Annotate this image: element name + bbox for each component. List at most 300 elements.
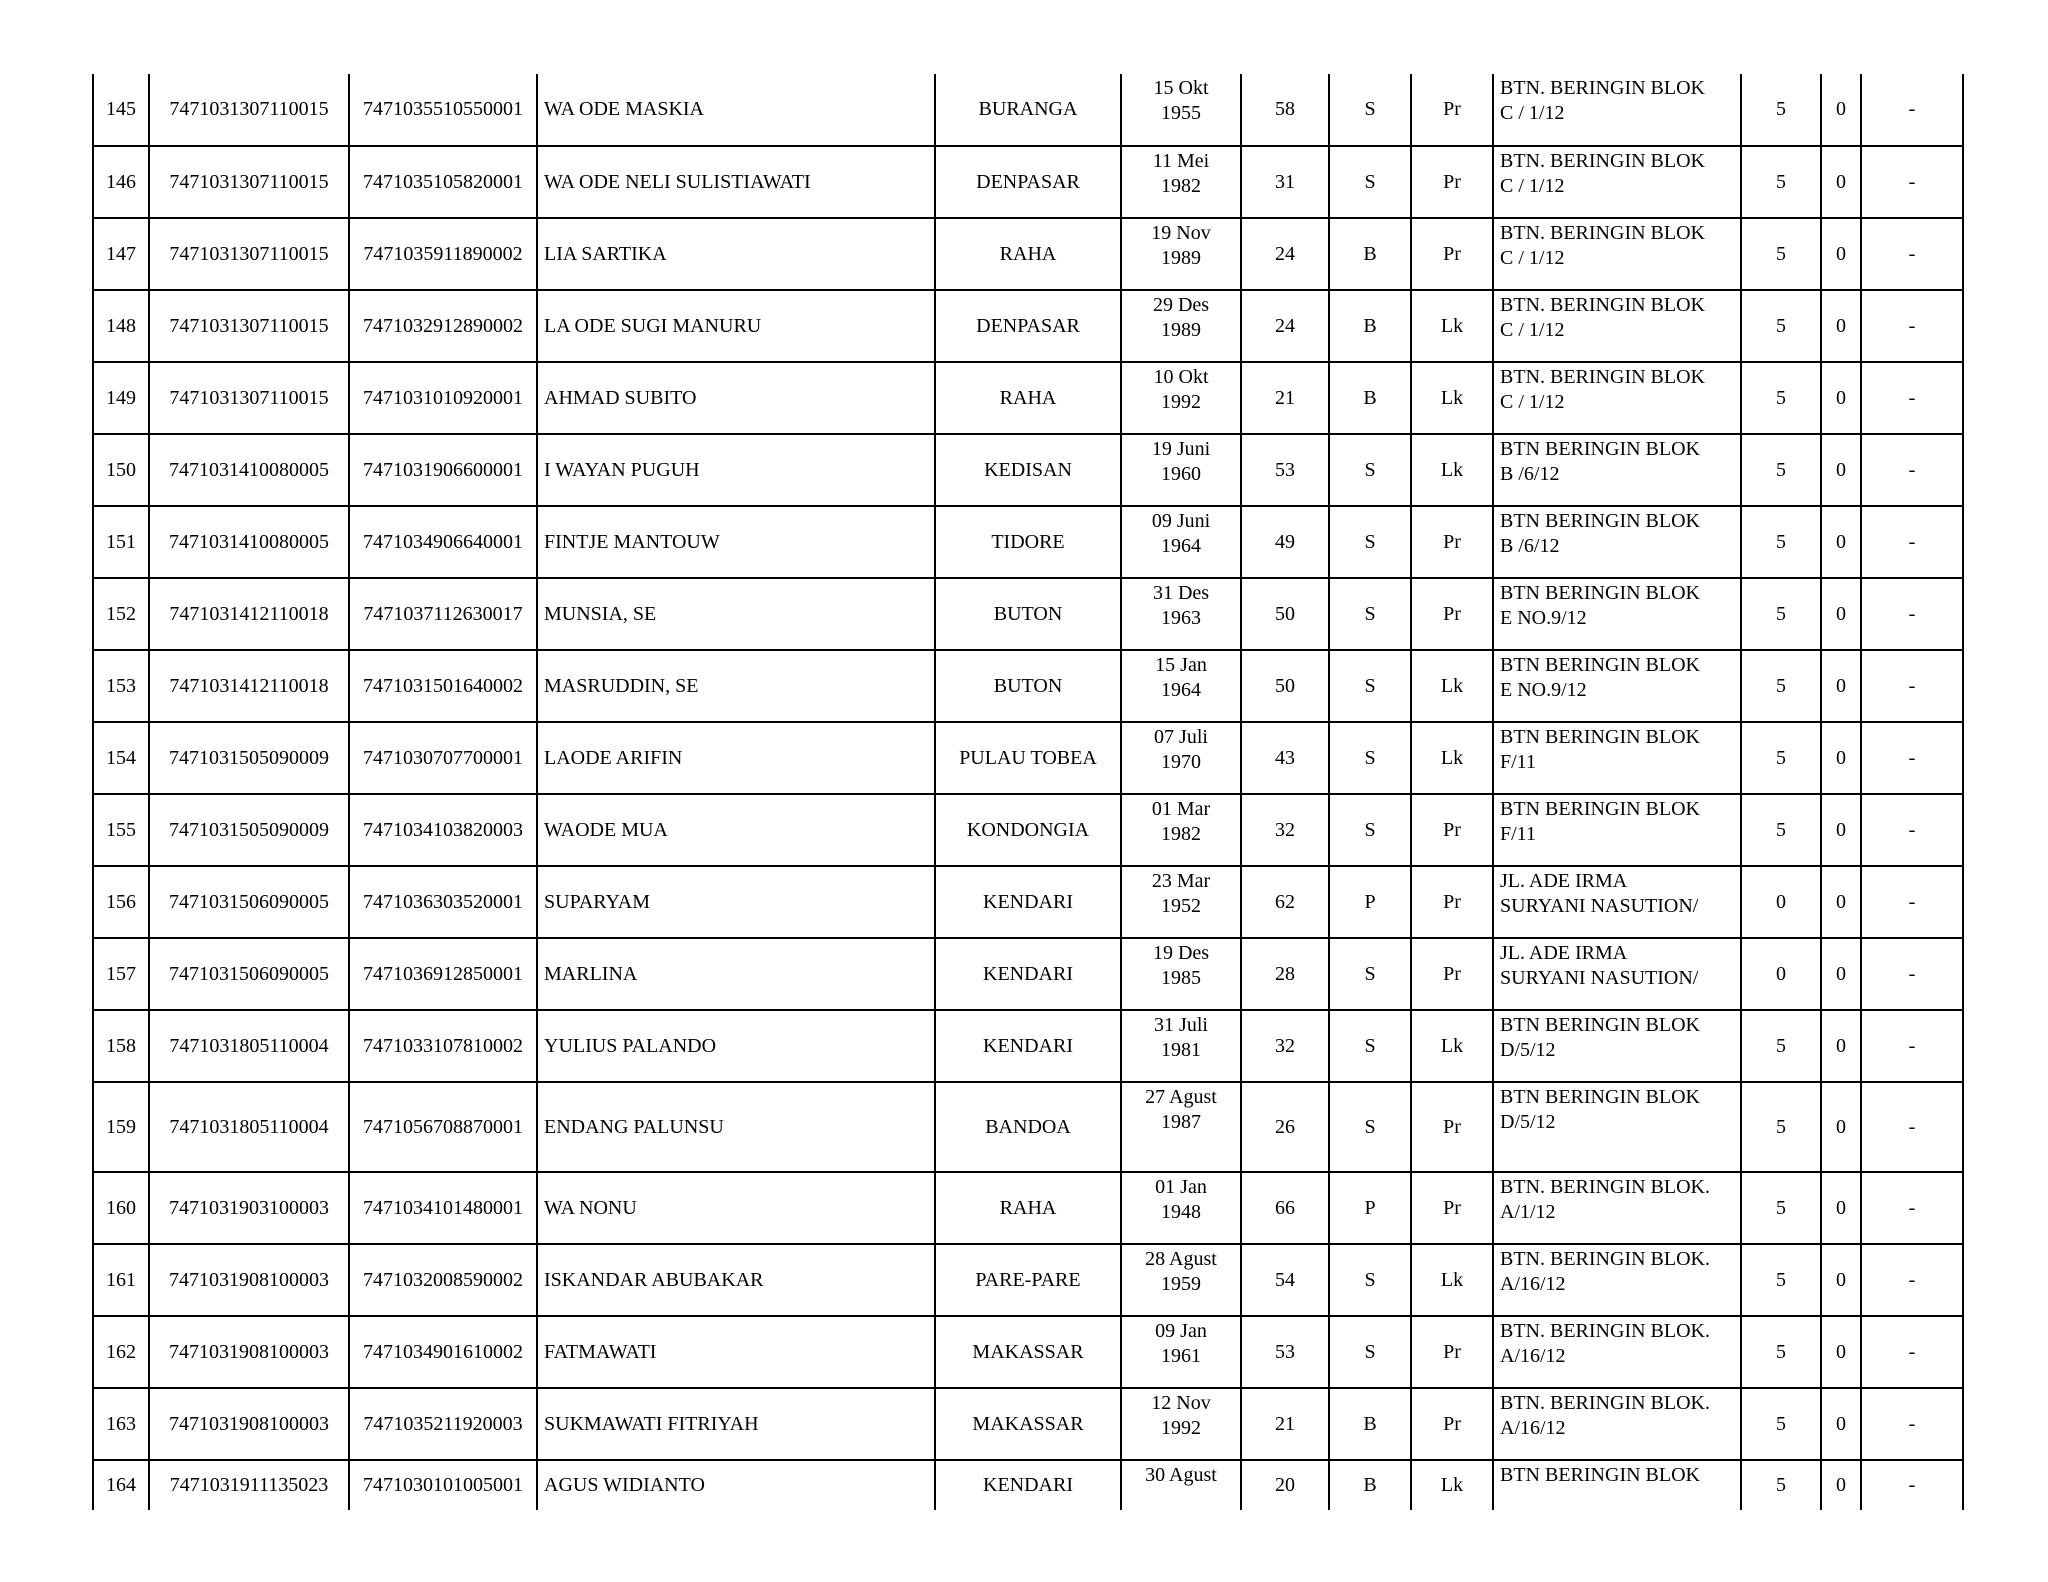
address-line-1: BTN BERINGIN BLOK: [1500, 654, 1700, 676]
sex-cell: Lk: [1411, 434, 1493, 506]
address-line-2: C / 1/12: [1500, 175, 1565, 197]
count-b-cell: 0: [1821, 218, 1861, 290]
note-cell: -: [1861, 506, 1963, 578]
count-a-cell: 5: [1741, 650, 1821, 722]
birth-date-cell: [1121, 1388, 1241, 1460]
birth-date-year: 1961: [1161, 1345, 1201, 1367]
birthplace-cell: BUTON: [935, 578, 1121, 650]
marital-status-cell: B: [1329, 1460, 1411, 1510]
national-id-number-cell: 7471037112630017: [349, 578, 537, 650]
marital-status-cell: B: [1329, 290, 1411, 362]
address-line-1: BTN BERINGIN BLOK: [1500, 1086, 1700, 1108]
sex-cell: Lk: [1411, 1244, 1493, 1316]
address-cell: [1493, 938, 1741, 1010]
address-cell: [1493, 1082, 1741, 1172]
birth-date-day-month: 23 Mar: [1151, 870, 1211, 892]
birth-date-year: 1992: [1161, 1417, 1201, 1439]
address-cell: [1493, 1460, 1741, 1510]
row-number-cell: 150: [93, 434, 149, 506]
table-row: [93, 146, 1963, 218]
age-cell: 49: [1241, 506, 1329, 578]
birth-date-day-month: 10 Okt: [1153, 366, 1209, 388]
national-id-number-cell: 7471036303520001: [349, 866, 537, 938]
address-cell: [1493, 146, 1741, 218]
national-id-number-cell: 7471031010920001: [349, 362, 537, 434]
address-line-1: BTN BERINGIN BLOK: [1500, 582, 1700, 604]
birth-date-day-month: 31 Des: [1152, 582, 1210, 604]
row-number-cell: 159: [93, 1082, 149, 1172]
address-line-1: BTN. BERINGIN BLOK.: [1500, 1320, 1710, 1342]
birth-date-day-month: 12 Nov: [1151, 1392, 1211, 1414]
birth-date-day-month: 15 Jan: [1155, 654, 1207, 676]
row-number-cell: 152: [93, 578, 149, 650]
resident-name-cell: ISKANDAR ABUBAKAR: [537, 1244, 935, 1316]
address-line-2: D/5/12: [1500, 1111, 1556, 1133]
sex-cell: Lk: [1411, 722, 1493, 794]
count-a-cell: 5: [1741, 506, 1821, 578]
table-row: [93, 722, 1963, 794]
birth-date-cell: [1121, 650, 1241, 722]
count-b-cell: 0: [1821, 1010, 1861, 1082]
row-number-cell: 149: [93, 362, 149, 434]
count-b-cell: 0: [1821, 506, 1861, 578]
age-cell: 58: [1241, 74, 1329, 146]
age-cell: 53: [1241, 434, 1329, 506]
age-cell: 66: [1241, 1172, 1329, 1244]
table-row: [93, 290, 1963, 362]
address-line-2: C / 1/12: [1500, 247, 1565, 269]
count-a-cell: 5: [1741, 1172, 1821, 1244]
birth-date-cell: [1121, 434, 1241, 506]
birth-date-day-month: 09 Juni: [1151, 510, 1211, 532]
age-cell: 31: [1241, 146, 1329, 218]
row-number-cell: 148: [93, 290, 149, 362]
address-line-2: F/11: [1500, 751, 1536, 773]
resident-name-cell: LIA SARTIKA: [537, 218, 935, 290]
table-row: [93, 578, 1963, 650]
count-a-cell: 5: [1741, 794, 1821, 866]
national-id-number-cell: 7471030707700001: [349, 722, 537, 794]
resident-name-cell: LAODE ARIFIN: [537, 722, 935, 794]
count-a-cell: 5: [1741, 74, 1821, 146]
table-row: [93, 1172, 1963, 1244]
sex-cell: Pr: [1411, 866, 1493, 938]
count-a-cell: 5: [1741, 1010, 1821, 1082]
table-body: [93, 74, 1963, 1510]
marital-status-cell: S: [1329, 146, 1411, 218]
age-cell: 20: [1241, 1460, 1329, 1510]
age-cell: 32: [1241, 1010, 1329, 1082]
marital-status-cell: S: [1329, 1316, 1411, 1388]
birthplace-cell: KEDISAN: [935, 434, 1121, 506]
birthplace-cell: MAKASSAR: [935, 1388, 1121, 1460]
table-row: [93, 1244, 1963, 1316]
count-a-cell: 5: [1741, 146, 1821, 218]
table-row: [93, 506, 1963, 578]
marital-status-cell: P: [1329, 866, 1411, 938]
address-cell: [1493, 1172, 1741, 1244]
address-line-1: BTN. BERINGIN BLOK: [1500, 366, 1705, 388]
count-b-cell: 0: [1821, 1082, 1861, 1172]
address-cell: [1493, 650, 1741, 722]
address-cell: [1493, 578, 1741, 650]
count-a-cell: 5: [1741, 1082, 1821, 1172]
birthplace-cell: KENDARI: [935, 1460, 1121, 1510]
family-card-number-cell: 7471031412110018: [149, 578, 349, 650]
family-card-number-cell: 7471031410080005: [149, 434, 349, 506]
national-id-number-cell: 7471034901610002: [349, 1316, 537, 1388]
address-line-1: BTN. BERINGIN BLOK: [1500, 222, 1705, 244]
marital-status-cell: S: [1329, 1010, 1411, 1082]
resident-name-cell: MASRUDDIN, SE: [537, 650, 935, 722]
birth-date-day-month: 15 Okt: [1153, 77, 1209, 99]
family-card-number-cell: 7471031412110018: [149, 650, 349, 722]
age-cell: 54: [1241, 1244, 1329, 1316]
row-number-cell: 158: [93, 1010, 149, 1082]
sex-cell: Pr: [1411, 146, 1493, 218]
marital-status-cell: S: [1329, 506, 1411, 578]
note-cell: -: [1861, 650, 1963, 722]
birth-date-cell: [1121, 146, 1241, 218]
family-card-number-cell: 7471031505090009: [149, 722, 349, 794]
age-cell: 62: [1241, 866, 1329, 938]
address-cell: [1493, 722, 1741, 794]
count-a-cell: 5: [1741, 722, 1821, 794]
national-id-number-cell: 7471032912890002: [349, 290, 537, 362]
count-a-cell: 5: [1741, 362, 1821, 434]
note-cell: -: [1861, 1082, 1963, 1172]
national-id-number-cell: 7471032008590002: [349, 1244, 537, 1316]
birth-date-day-month: 29 Des: [1152, 294, 1210, 316]
count-b-cell: 0: [1821, 866, 1861, 938]
count-b-cell: 0: [1821, 1460, 1861, 1510]
birth-date-day-month: 01 Jan: [1155, 1176, 1207, 1198]
birth-date-day-month: 07 Juli: [1154, 726, 1208, 748]
count-a-cell: 5: [1741, 434, 1821, 506]
sex-cell: Lk: [1411, 650, 1493, 722]
resident-name-cell: I WAYAN PUGUH: [537, 434, 935, 506]
address-line-1: JL. ADE IRMA: [1500, 870, 1628, 892]
national-id-number-cell: 7471031501640002: [349, 650, 537, 722]
sex-cell: Pr: [1411, 1316, 1493, 1388]
address-line-2: A/16/12: [1500, 1273, 1566, 1295]
birthplace-cell: KENDARI: [935, 938, 1121, 1010]
count-b-cell: 0: [1821, 650, 1861, 722]
table-row: [93, 1010, 1963, 1082]
birth-date-cell: [1121, 74, 1241, 146]
age-cell: 24: [1241, 218, 1329, 290]
count-b-cell: 0: [1821, 794, 1861, 866]
family-card-number-cell: 7471031307110015: [149, 74, 349, 146]
count-a-cell: 5: [1741, 578, 1821, 650]
note-cell: -: [1861, 1460, 1963, 1510]
national-id-number-cell: 7471033107810002: [349, 1010, 537, 1082]
birth-date-year: 1981: [1161, 1039, 1201, 1061]
birth-date-day-month: 30 Agust: [1145, 1464, 1217, 1486]
address-line-2: A/1/12: [1500, 1201, 1556, 1223]
national-id-number-cell: 7471034101480001: [349, 1172, 537, 1244]
address-line-2: C / 1/12: [1500, 102, 1565, 124]
birth-date-cell: [1121, 866, 1241, 938]
note-cell: -: [1861, 866, 1963, 938]
family-card-number-cell: 7471031908100003: [149, 1244, 349, 1316]
address-line-1: BTN BERINGIN BLOK: [1500, 1464, 1700, 1486]
family-card-number-cell: 7471031908100003: [149, 1316, 349, 1388]
national-id-number-cell: 7471036912850001: [349, 938, 537, 1010]
address-line-1: BTN. BERINGIN BLOK.: [1500, 1176, 1710, 1198]
count-a-cell: 5: [1741, 1244, 1821, 1316]
table-row: [93, 938, 1963, 1010]
age-cell: 21: [1241, 1388, 1329, 1460]
sex-cell: Lk: [1411, 362, 1493, 434]
resident-name-cell: AGUS WIDIANTO: [537, 1460, 935, 1510]
address-line-1: JL. ADE IRMA: [1500, 942, 1628, 964]
birth-date-year: 1970: [1161, 751, 1201, 773]
marital-status-cell: S: [1329, 794, 1411, 866]
count-a-cell: 0: [1741, 938, 1821, 1010]
sex-cell: Lk: [1411, 290, 1493, 362]
birth-date-cell: [1121, 794, 1241, 866]
address-cell: [1493, 434, 1741, 506]
birth-date-day-month: 28 Agust: [1145, 1248, 1217, 1270]
birthplace-cell: MAKASSAR: [935, 1316, 1121, 1388]
note-cell: -: [1861, 1316, 1963, 1388]
sex-cell: Pr: [1411, 1388, 1493, 1460]
voter-list-table: [92, 74, 1964, 1510]
marital-status-cell: S: [1329, 1082, 1411, 1172]
birth-date-cell: [1121, 1172, 1241, 1244]
birth-date-day-month: 01 Mar: [1151, 798, 1211, 820]
table-row: [93, 1316, 1963, 1388]
count-b-cell: 0: [1821, 290, 1861, 362]
national-id-number-cell: 7471035911890002: [349, 218, 537, 290]
resident-name-cell: FINTJE MANTOUW: [537, 506, 935, 578]
note-cell: -: [1861, 1172, 1963, 1244]
birth-date-cell: [1121, 506, 1241, 578]
birth-date-cell: [1121, 722, 1241, 794]
row-number-cell: 164: [93, 1460, 149, 1510]
row-number-cell: 154: [93, 722, 149, 794]
birthplace-cell: RAHA: [935, 218, 1121, 290]
note-cell: -: [1861, 146, 1963, 218]
address-line-2: SURYANI NASUTION/: [1500, 967, 1699, 989]
table-row: [93, 1460, 1963, 1510]
national-id-number-cell: 7471034906640001: [349, 506, 537, 578]
count-a-cell: 5: [1741, 1316, 1821, 1388]
marital-status-cell: S: [1329, 938, 1411, 1010]
count-b-cell: 0: [1821, 1244, 1861, 1316]
note-cell: -: [1861, 218, 1963, 290]
resident-name-cell: WAODE MUA: [537, 794, 935, 866]
marital-status-cell: B: [1329, 218, 1411, 290]
birth-date-year: 1959: [1161, 1273, 1201, 1295]
count-a-cell: 5: [1741, 1388, 1821, 1460]
address-cell: [1493, 1010, 1741, 1082]
address-cell: [1493, 290, 1741, 362]
table-row: [93, 650, 1963, 722]
resident-name-cell: MUNSIA, SE: [537, 578, 935, 650]
marital-status-cell: S: [1329, 650, 1411, 722]
birth-date-day-month: 19 Nov: [1151, 222, 1211, 244]
row-number-cell: 162: [93, 1316, 149, 1388]
count-b-cell: 0: [1821, 362, 1861, 434]
birth-date-year: 1963: [1161, 607, 1201, 629]
birth-date-year: 1948: [1161, 1201, 1201, 1223]
note-cell: -: [1861, 434, 1963, 506]
note-cell: -: [1861, 1388, 1963, 1460]
birth-date-cell: [1121, 362, 1241, 434]
birth-date-day-month: 11 Mei: [1152, 150, 1210, 172]
marital-status-cell: P: [1329, 1172, 1411, 1244]
table-row: [93, 218, 1963, 290]
sex-cell: Pr: [1411, 1082, 1493, 1172]
national-id-number-cell: 7471035105820001: [349, 146, 537, 218]
resident-name-cell: FATMAWATI: [537, 1316, 935, 1388]
age-cell: 28: [1241, 938, 1329, 1010]
birthplace-cell: BURANGA: [935, 74, 1121, 146]
address-line-2: D/5/12: [1500, 1039, 1556, 1061]
note-cell: -: [1861, 794, 1963, 866]
birthplace-cell: RAHA: [935, 1172, 1121, 1244]
count-b-cell: 0: [1821, 1388, 1861, 1460]
table-row: [93, 1388, 1963, 1460]
note-cell: -: [1861, 290, 1963, 362]
marital-status-cell: S: [1329, 74, 1411, 146]
address-line-2: A/16/12: [1500, 1345, 1566, 1367]
birth-date-year: 1960: [1161, 463, 1201, 485]
count-b-cell: 0: [1821, 578, 1861, 650]
age-cell: 50: [1241, 650, 1329, 722]
address-cell: [1493, 362, 1741, 434]
family-card-number-cell: 7471031307110015: [149, 362, 349, 434]
family-card-number-cell: 7471031903100003: [149, 1172, 349, 1244]
family-card-number-cell: 7471031505090009: [149, 794, 349, 866]
row-number-cell: 161: [93, 1244, 149, 1316]
row-number-cell: 156: [93, 866, 149, 938]
family-card-number-cell: 7471031506090005: [149, 938, 349, 1010]
note-cell: -: [1861, 722, 1963, 794]
address-line-1: BTN. BERINGIN BLOK: [1500, 150, 1705, 172]
birthplace-cell: DENPASAR: [935, 290, 1121, 362]
resident-name-cell: YULIUS PALANDO: [537, 1010, 935, 1082]
resident-name-cell: ENDANG PALUNSU: [537, 1082, 935, 1172]
row-number-cell: 145: [93, 74, 149, 146]
address-cell: [1493, 1316, 1741, 1388]
resident-name-cell: AHMAD SUBITO: [537, 362, 935, 434]
table-row: [93, 866, 1963, 938]
birth-date-year: 1985: [1161, 967, 1201, 989]
address-line-1: BTN. BERINGIN BLOK: [1500, 77, 1705, 99]
birthplace-cell: BUTON: [935, 650, 1121, 722]
address-cell: [1493, 1388, 1741, 1460]
birth-date-cell: [1121, 1460, 1241, 1510]
address-line-2: F/11: [1500, 823, 1536, 845]
address-line-1: BTN BERINGIN BLOK: [1500, 1014, 1700, 1036]
age-cell: 50: [1241, 578, 1329, 650]
birth-date-year: 1964: [1161, 679, 1201, 701]
address-line-2: E NO.9/12: [1500, 679, 1587, 701]
marital-status-cell: S: [1329, 1244, 1411, 1316]
address-line-2: B /6/12: [1500, 463, 1560, 485]
note-cell: -: [1861, 74, 1963, 146]
birthplace-cell: BANDOA: [935, 1082, 1121, 1172]
national-id-number-cell: 7471035211920003: [349, 1388, 537, 1460]
birth-date-year: 1989: [1161, 247, 1201, 269]
count-b-cell: 0: [1821, 1316, 1861, 1388]
birth-date-day-month: 19 Juni: [1151, 438, 1211, 460]
resident-name-cell: SUKMAWATI FITRIYAH: [537, 1388, 935, 1460]
resident-name-cell: WA ODE MASKIA: [537, 74, 935, 146]
count-a-cell: 5: [1741, 218, 1821, 290]
count-a-cell: 5: [1741, 290, 1821, 362]
birth-date-cell: [1121, 1316, 1241, 1388]
resident-name-cell: WA NONU: [537, 1172, 935, 1244]
birth-date-day-month: 09 Jan: [1155, 1320, 1207, 1342]
national-id-number-cell: 7471034103820003: [349, 794, 537, 866]
birth-date-cell: [1121, 1244, 1241, 1316]
address-line-1: BTN BERINGIN BLOK: [1500, 798, 1700, 820]
row-number-cell: 155: [93, 794, 149, 866]
birthplace-cell: KENDARI: [935, 866, 1121, 938]
resident-name-cell: LA ODE SUGI MANURU: [537, 290, 935, 362]
birthplace-cell: TIDORE: [935, 506, 1121, 578]
table-row: [93, 1082, 1963, 1172]
table-row: [93, 794, 1963, 866]
note-cell: -: [1861, 362, 1963, 434]
note-cell: -: [1861, 938, 1963, 1010]
address-cell: [1493, 218, 1741, 290]
sex-cell: Pr: [1411, 218, 1493, 290]
resident-name-cell: WA ODE NELI SULISTIAWATI: [537, 146, 935, 218]
count-b-cell: 0: [1821, 938, 1861, 1010]
marital-status-cell: S: [1329, 434, 1411, 506]
birth-date-cell: [1121, 1082, 1241, 1172]
birthplace-cell: RAHA: [935, 362, 1121, 434]
birthplace-cell: PULAU TOBEA: [935, 722, 1121, 794]
birthplace-cell: PARE-PARE: [935, 1244, 1121, 1316]
row-number-cell: 151: [93, 506, 149, 578]
address-line-2: A/16/12: [1500, 1417, 1566, 1439]
birthplace-cell: KONDONGIA: [935, 794, 1121, 866]
address-line-1: BTN. BERINGIN BLOK.: [1500, 1392, 1710, 1414]
national-id-number-cell: 7471030101005001: [349, 1460, 537, 1510]
age-cell: 26: [1241, 1082, 1329, 1172]
family-card-number-cell: 7471031506090005: [149, 866, 349, 938]
sex-cell: Pr: [1411, 1172, 1493, 1244]
resident-name-cell: MARLINA: [537, 938, 935, 1010]
birth-date-cell: [1121, 290, 1241, 362]
birth-date-year: 1989: [1161, 319, 1201, 341]
birth-date-year: 1964: [1161, 535, 1201, 557]
age-cell: 21: [1241, 362, 1329, 434]
address-line-1: BTN. BERINGIN BLOK.: [1500, 1248, 1710, 1270]
address-line-2: E NO.9/12: [1500, 607, 1587, 629]
address-line-2: SURYANI NASUTION/: [1500, 895, 1699, 917]
birth-date-year: 1987: [1161, 1111, 1201, 1133]
resident-name-cell: SUPARYAM: [537, 866, 935, 938]
count-b-cell: 0: [1821, 1172, 1861, 1244]
age-cell: 53: [1241, 1316, 1329, 1388]
family-card-number-cell: 7471031908100003: [149, 1388, 349, 1460]
national-id-number-cell: 7471056708870001: [349, 1082, 537, 1172]
marital-status-cell: S: [1329, 578, 1411, 650]
family-card-number-cell: 7471031307110015: [149, 146, 349, 218]
sex-cell: Pr: [1411, 794, 1493, 866]
sex-cell: Pr: [1411, 74, 1493, 146]
sex-cell: Lk: [1411, 1010, 1493, 1082]
birth-date-cell: [1121, 218, 1241, 290]
family-card-number-cell: 7471031805110004: [149, 1082, 349, 1172]
